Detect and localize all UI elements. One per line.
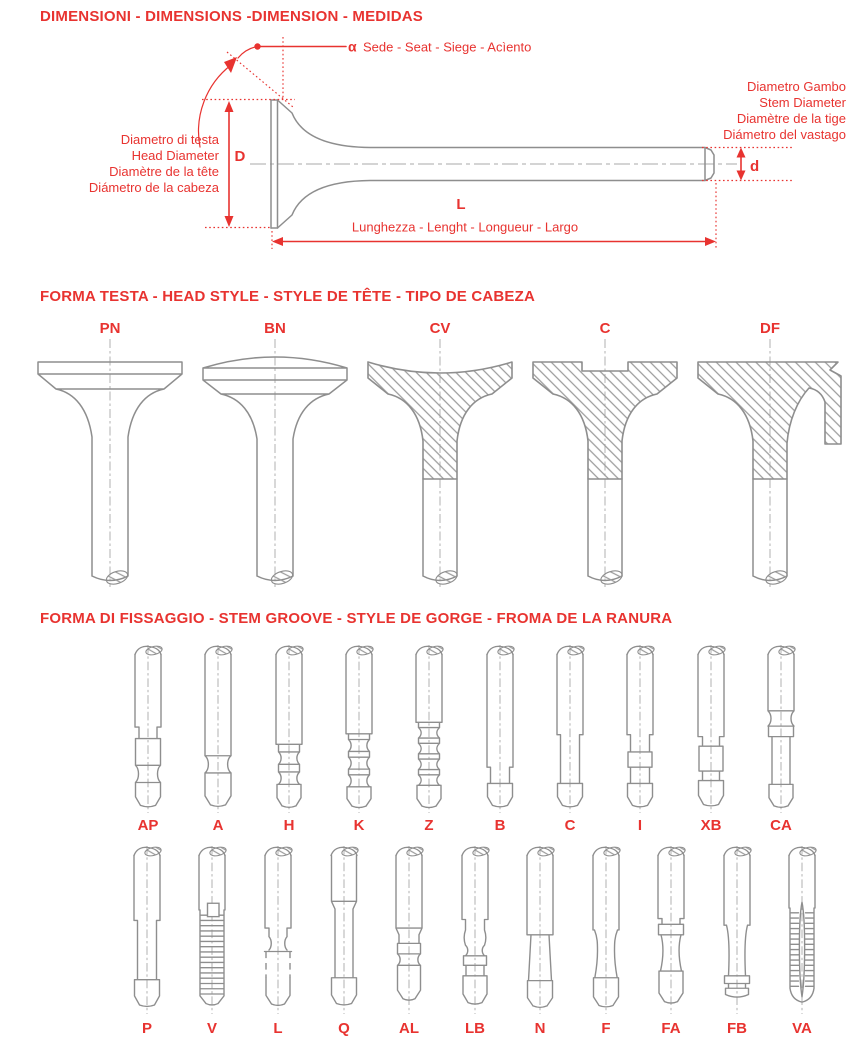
head-style-label-bn: BN (264, 320, 286, 337)
stem-groove-label-c: C (564, 817, 576, 834)
stem-groove-figure-h (261, 644, 317, 814)
svg-text:Diametro Gambo: Diametro Gambo (747, 79, 846, 94)
stem-groove-label-fb: FB (727, 1020, 747, 1037)
head-diameter-symbol: D (234, 148, 246, 165)
stem-groove-figure-i (612, 644, 668, 814)
stem-groove-label-va: VA (792, 1020, 812, 1037)
seat-label: Sede - Seat - Siege - Acìento (363, 39, 532, 55)
stem-diameter-label (723, 79, 847, 142)
length-label: Lunghezza - Lenght - Longueur - Largo (351, 219, 579, 235)
head-style-label-pn: PN (99, 320, 121, 337)
stem-groove-figure-p (119, 845, 175, 1015)
head-style-section-title: FORMA TESTA - HEAD STYLE - STYLE DE TÊTE - TIPO DE CABEZA (40, 288, 536, 305)
svg-text:Diametro di testa: Diametro di testa (120, 132, 219, 147)
stem-groove-figure-a (190, 644, 246, 814)
svg-text:Head Diameter: Head Diameter (131, 148, 219, 163)
alpha-symbol: α (348, 38, 357, 55)
stem-groove-figure-lb (447, 845, 503, 1015)
stem-groove-label-k: K (353, 817, 365, 834)
stem-groove-figure-k (331, 644, 387, 814)
stem-groove-label-v: V (206, 1020, 217, 1037)
stem-groove-label-n: N (534, 1020, 546, 1037)
stem-groove-figure-xb (683, 644, 739, 814)
stem-groove-figure-z (401, 644, 457, 814)
stem-groove-label-i: I (637, 817, 643, 834)
stem-groove-figure-fa (643, 845, 699, 1015)
svg-text:Diamètre de la tête: Diamètre de la tête (109, 164, 219, 179)
stem-groove-figure-va (774, 845, 830, 1015)
stem-groove-figure-fb (709, 845, 765, 1015)
stem-groove-label-h: H (283, 817, 295, 834)
stem-groove-figure-l (250, 845, 306, 1015)
stem-groove-figure-c (542, 644, 598, 814)
stem-groove-label-ap: AP (137, 817, 159, 834)
stem-groove-figure-ap (120, 644, 176, 814)
stem-groove-label-f: F (601, 1020, 611, 1037)
stem-groove-label-z: Z (424, 817, 434, 834)
stem-diameter-symbol: d (750, 158, 760, 175)
stem-groove-figure-q (316, 845, 372, 1015)
stem-groove-label-a: A (212, 817, 224, 834)
stem-groove-label-al: AL (399, 1020, 419, 1037)
stem-groove-figure-b (472, 644, 528, 814)
head-style-figure-df (690, 331, 850, 593)
svg-text:Diámetro de la cabeza: Diámetro de la cabeza (88, 180, 219, 195)
head-style-label-df: DF (760, 320, 780, 337)
head-style-figure-bn (195, 331, 355, 593)
head-style-label-c: C (599, 320, 611, 337)
stem-groove-label-q: Q (338, 1020, 350, 1037)
svg-text:Stem Diameter: Stem Diameter (759, 95, 846, 110)
stem-groove-label-p: P (141, 1020, 152, 1037)
head-diameter-label (89, 132, 220, 195)
valve-dimensions-diagram (0, 0, 860, 262)
stem-groove-figure-v (184, 845, 240, 1015)
arc-arrowhead (224, 57, 237, 73)
stem-groove-figure-al (381, 845, 437, 1015)
head-style-figure-pn (30, 331, 190, 593)
head-style-label-cv: CV (429, 320, 451, 337)
svg-text:Diamètre de la tige: Diamètre de la tige (736, 111, 846, 126)
stem-groove-label-fa: FA (661, 1020, 681, 1037)
svg-text:Diámetro del vastago: Diámetro del vastago (723, 127, 846, 142)
stem-groove-label-l: L (273, 1020, 283, 1037)
stem-groove-label-lb: LB (465, 1020, 485, 1037)
stem-groove-section-title: FORMA DI FISSAGGIO - STEM GROOVE - STYLE DE GORGE - FROMA DE LA RANURA (40, 610, 673, 627)
head-style-figure-cv (360, 331, 520, 593)
dimensions-section-title: DIMENSIONI - DIMENSIONS -DIMENSION - MEDIDAS (40, 8, 423, 25)
stem-groove-figure-f (578, 845, 634, 1015)
length-symbol: L (456, 196, 466, 213)
stem-groove-figure-n (512, 845, 568, 1015)
stem-groove-label-xb: XB (700, 817, 722, 834)
stem-groove-label-b: B (494, 817, 506, 834)
stem-groove-figure-ca (753, 644, 809, 814)
stem-groove-label-ca: CA (770, 817, 792, 834)
head-style-figure-c (525, 331, 685, 593)
